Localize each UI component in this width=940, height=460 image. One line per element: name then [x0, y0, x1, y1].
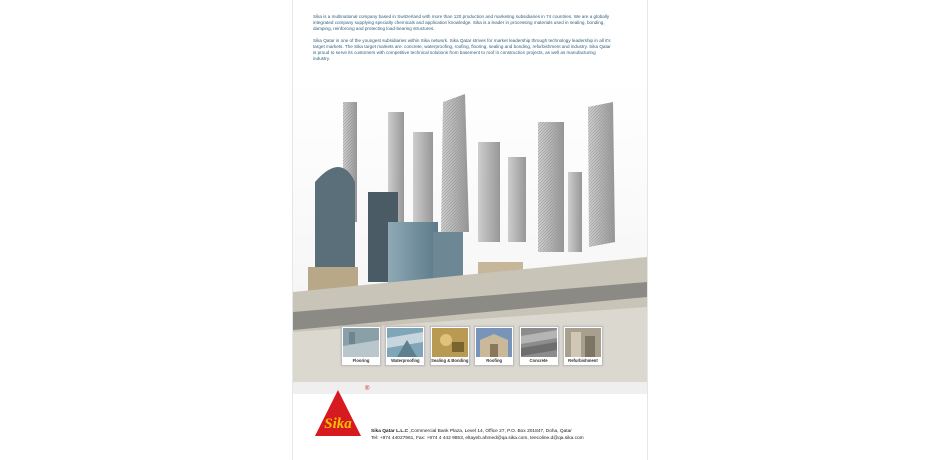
contact-line-1	[371, 428, 641, 435]
market-label: Waterproofing	[391, 358, 420, 363]
market-tile-flooring	[341, 326, 381, 366]
intro-text	[313, 14, 613, 67]
market-tile-roofing	[474, 326, 514, 366]
market-tile-waterproofing	[385, 326, 425, 366]
registered-mark: ®	[365, 386, 370, 392]
target-market-tiles	[341, 326, 603, 366]
concrete-photo-icon	[521, 328, 557, 357]
contact-line-2: Tel: +974 44027961, Fax: +974 4 442 9853, eltayeb.ahmed@qa.sika.com, teecoline.d@qa.sika.com	[371, 436, 584, 441]
market-tile-concrete	[519, 326, 559, 366]
sika-logo	[313, 388, 363, 438]
market-label: Sealing & Bonding	[431, 358, 469, 363]
market-tile-refurbishment	[563, 326, 603, 366]
logo-wordmark: Sika	[324, 416, 352, 432]
waterproofing-photo-icon	[387, 328, 423, 357]
market-label: Flooring	[352, 358, 370, 363]
company-address: ,Commercial Bank Plaza, Level 14, Office 27, P.O. Box 201847, Doha, Qatar	[408, 429, 572, 434]
sealing-bonding-photo-icon	[432, 328, 468, 357]
market-label: Roofing	[486, 358, 503, 363]
company-name: Sika Qatar L.L.C	[371, 429, 409, 434]
market-tile-sealing-bonding	[430, 326, 470, 366]
contact-block	[371, 428, 641, 442]
flooring-photo-icon	[343, 328, 379, 357]
refurbishment-photo-icon	[565, 328, 601, 357]
brochure-page	[293, 0, 647, 460]
market-label: Concrete	[529, 358, 548, 363]
market-label: Refurbishment	[568, 358, 598, 363]
intro-paragraph-2: Sika Qatar is one of the youngest subsidiaries within Sika network. Sika Qatar strives for market leadership through technology leadership in all it's target markets. The Sika target markets are: concrete, waterproofing, roofing, flooring, sealing and bonding, refurbishment and industry. Sika Qatar is proud to serve its customers with competitive technical solutions from basement to roof in construction projects, as well as manufacturing industry.	[313, 37, 611, 62]
intro-paragraph-1: Sika is a multinational company based in Switzerland with more than 120 production and marketing subsidiaries in 74 countries. We are a globally integrated company supplying specialty chemicals and application knowledge. Sika is a leader in processing materials used in sealing, bonding, damping, reinforcing and protecting load-bearing structures.	[313, 14, 610, 32]
roofing-photo-icon	[476, 328, 512, 357]
